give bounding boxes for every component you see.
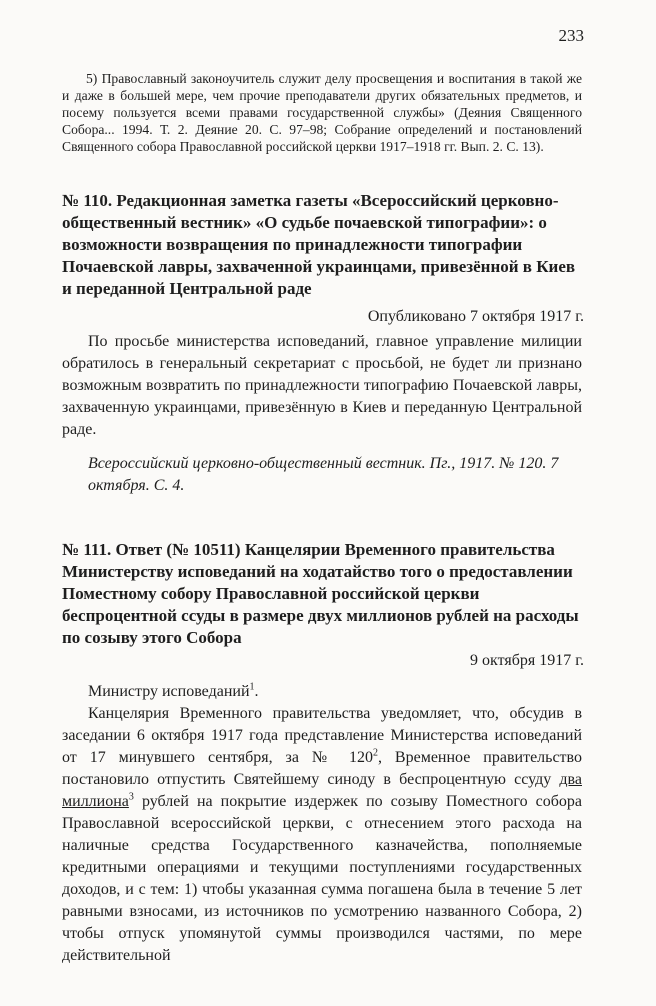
footnote-text: 5) Православный законоучитель служит делу просвещения и воспитания в такой же и даже в большей мере, чем прочие преподаватели других обязательных предметов, и посему пользуется всеми правами государственной службы» (Деяния Священного Собора... 1994. Т. 2. Деяние 20. С. 97–98; Собрание определений и постановлений Священного собора Православной российской церкви 1917–1918 гг. Вып. 2. С. 13). — [62, 71, 582, 154]
document-110-body — [62, 331, 582, 441]
body-text-part-3: рублей на покрытие издержек по созыву Поместного собора Православной всероссийской церкви, с отнесением этого расхода на наличные средства Государственного казначейства, пополняемые кредитными операциями и текущими поступлениями государственных доходов, и с тем: 1) чтобы указанная сумма погашена была в течение 5 лет равными взносами, из источников по усмотрению названного Собора, 2) чтобы отпуск упомянутой суммы производился частями, по мере действительной — [62, 793, 582, 964]
document-111-addressee: Министру исповеданий$^1$. — [88, 681, 259, 700]
footnote-ref-2: 2 — [373, 747, 378, 759]
document-110-dateline: Опубликовано 7 октября 1917 г. — [367, 308, 584, 325]
body-text-part-1: Канцелярия Временного правительства уведомляет, что, обсудив в заседании 6 октября 1917 года представление Министерства исповеданий от 17 минувшего сентября, за № 120 — [62, 705, 582, 766]
underlined-amount: два миллиона — [62, 771, 582, 810]
addressee-text: Министру исповеданий — [88, 683, 250, 700]
footnote — [62, 70, 582, 155]
document-111-body — [62, 681, 582, 967]
document-110-paragraph: По просьбе министерства исповеданий, главное управление милиции обратилось в генеральный секретариат с просьбой, не будет ли признано возможным возвратить по принадлежности типографию Почаевской лавры, захваченную украинцами, привезённую в Киев и переданную Центральной раде. — [62, 333, 582, 438]
document-111-dateline: 9 октября 1917 г. — [470, 652, 584, 669]
page-number: 233 — [558, 26, 584, 45]
footnote-ref-3: 3 — [128, 791, 134, 803]
document-110-heading: № 110. Редакционная заметка газеты «Всероссийский церковно-общественный вестник» «О судьбе почаевской типографии»: о возможности возвращения по принадлежности типографии Почаевской лавры, захваченной украинцами, привезённой в Киев и переданной Центральной раде — [62, 191, 576, 298]
body-text-part-2: , Временное правительство постановило отпустить Святейшему синоду в беспроцентную ссуду — [62, 749, 582, 788]
document-110-source-citation: Всероссийский церковно-общественный вестник. Пг., 1917. № 120. 7 октября. С. 4. — [88, 455, 559, 494]
document-111-paragraph — [62, 703, 582, 967]
footnote-ref-1: 1 — [249, 681, 255, 693]
document-111-heading: № 111. Ответ (№ 10511) Канцелярии Временного правительства Министерству исповеданий на ходатайство того о предоставлении Поместному собору Православной российской церкви беспроцентной ссуды в размере двух миллионов рублей на расходы по созыву этого Собора — [62, 540, 579, 647]
